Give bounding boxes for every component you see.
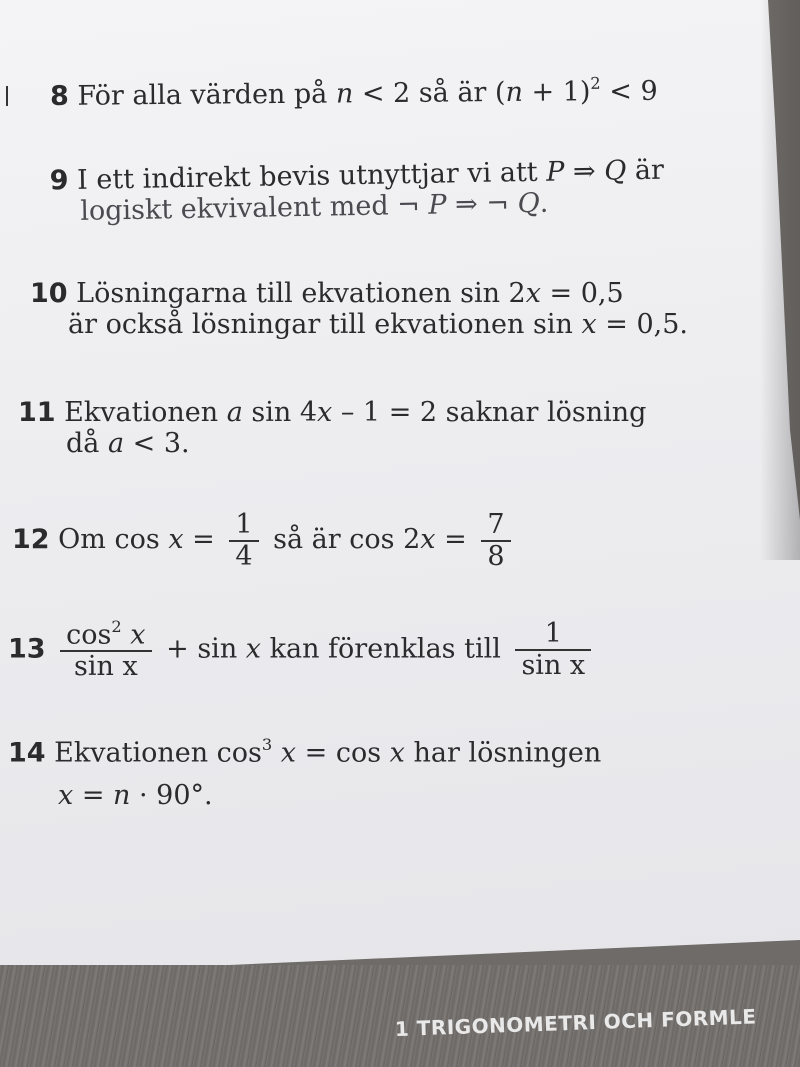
math-var: x (121, 619, 146, 651)
question-text: + sin (166, 633, 246, 665)
question-text: = 0,5. (596, 309, 689, 340)
denominator: 8 (487, 540, 505, 572)
question-text: = (183, 524, 215, 556)
question-text: + 1) (522, 76, 591, 108)
question-number: 13 (8, 633, 46, 665)
question-number: 10 (30, 278, 68, 309)
math-var: n (113, 780, 131, 812)
math-var: x (420, 524, 436, 556)
question-text: Om cos (58, 524, 169, 556)
question-line (30, 309, 688, 340)
math-var: n (505, 76, 524, 109)
question-line (18, 428, 646, 459)
math-var: x (272, 737, 297, 769)
math-var: P (428, 189, 447, 221)
numerator: 1 (229, 510, 258, 542)
question-text: = (73, 780, 114, 812)
question-number: 12 (12, 524, 50, 556)
chapter-footer: 1 TRIGONOMETRI OCH FORMLE (394, 1004, 757, 1042)
question-text: Ekvationen (64, 397, 227, 428)
math-var: a (107, 428, 125, 459)
math-var: x (168, 524, 184, 556)
question-line (8, 780, 601, 811)
question-9 (50, 155, 665, 228)
question-line (30, 278, 688, 309)
numerator (60, 618, 151, 652)
math-var: Q (517, 187, 540, 220)
math-var: x (389, 737, 405, 769)
exponent: 3 (261, 735, 273, 754)
math-var: x (58, 780, 74, 812)
question-text: I ett indirekt bevis utnyttjar vi att (76, 156, 547, 196)
question-text: ⇒ ¬ (446, 188, 518, 221)
math-var: x (317, 397, 333, 428)
denominator: sin x (74, 651, 138, 683)
question-text: är också lösningar till ekvationen sin (68, 309, 582, 340)
question-number: 9 (49, 165, 69, 197)
numerator: 1 (515, 619, 591, 651)
question-number: 8 (49, 80, 69, 112)
math-var: x (245, 633, 262, 665)
question-10 (30, 278, 688, 340)
question-text: så är cos 2 (273, 524, 421, 556)
question-text: kan förenklas till (261, 633, 501, 665)
question-text: Lösningarna till ekvationen sin 2 (76, 278, 526, 309)
question-number: 14 (8, 737, 46, 769)
question-text: < 9 (600, 75, 658, 108)
exponent: 2 (590, 73, 601, 93)
math-var: P (545, 156, 565, 188)
question-text: – 1 = 2 saknar lösning (332, 397, 647, 428)
question-number: 11 (18, 397, 56, 428)
question-text: sin 4 (242, 397, 318, 428)
question-text: = 0,5 (540, 278, 624, 309)
math-var: a (226, 397, 243, 428)
fraction-text: cos (66, 619, 112, 651)
numerator: 7 (481, 510, 510, 542)
question-text: är (626, 154, 665, 187)
question-text: < 3. (124, 428, 190, 459)
question-text: logiskt ekvivalent med ¬ (80, 189, 429, 227)
margin-mark (6, 86, 8, 106)
fraction-seven-eighths (481, 510, 510, 571)
question-text: = cos (296, 737, 390, 769)
question-text: har lösningen (404, 737, 602, 769)
question-text: Ekvationen cos (54, 737, 262, 769)
math-var: n (335, 78, 354, 110)
fraction-one-over-sin (515, 619, 591, 680)
question-text: · 90°. (130, 780, 213, 812)
question-12 (12, 510, 517, 571)
question-13 (8, 618, 597, 682)
question-text: ⇒ (564, 155, 605, 188)
denominator: 4 (235, 540, 253, 572)
question-text: = (435, 524, 467, 556)
question-14 (8, 735, 601, 811)
question-text: För alla värden på (77, 78, 337, 112)
question-8 (50, 73, 658, 112)
paper-shadow (760, 0, 800, 560)
fraction-cos-squared-over-sin (60, 618, 151, 682)
exponent: 2 (111, 617, 122, 636)
question-line (18, 397, 646, 428)
math-var: x (525, 278, 541, 309)
denominator: sin x (521, 649, 586, 681)
question-11 (18, 397, 646, 459)
question-text: < 2 så är ( (353, 77, 506, 110)
math-var: Q (603, 155, 627, 187)
math-var: x (581, 309, 597, 340)
question-text: . (539, 187, 549, 219)
fraction-one-quarter (229, 510, 258, 571)
question-line (8, 735, 601, 768)
question-text: då (66, 428, 108, 459)
